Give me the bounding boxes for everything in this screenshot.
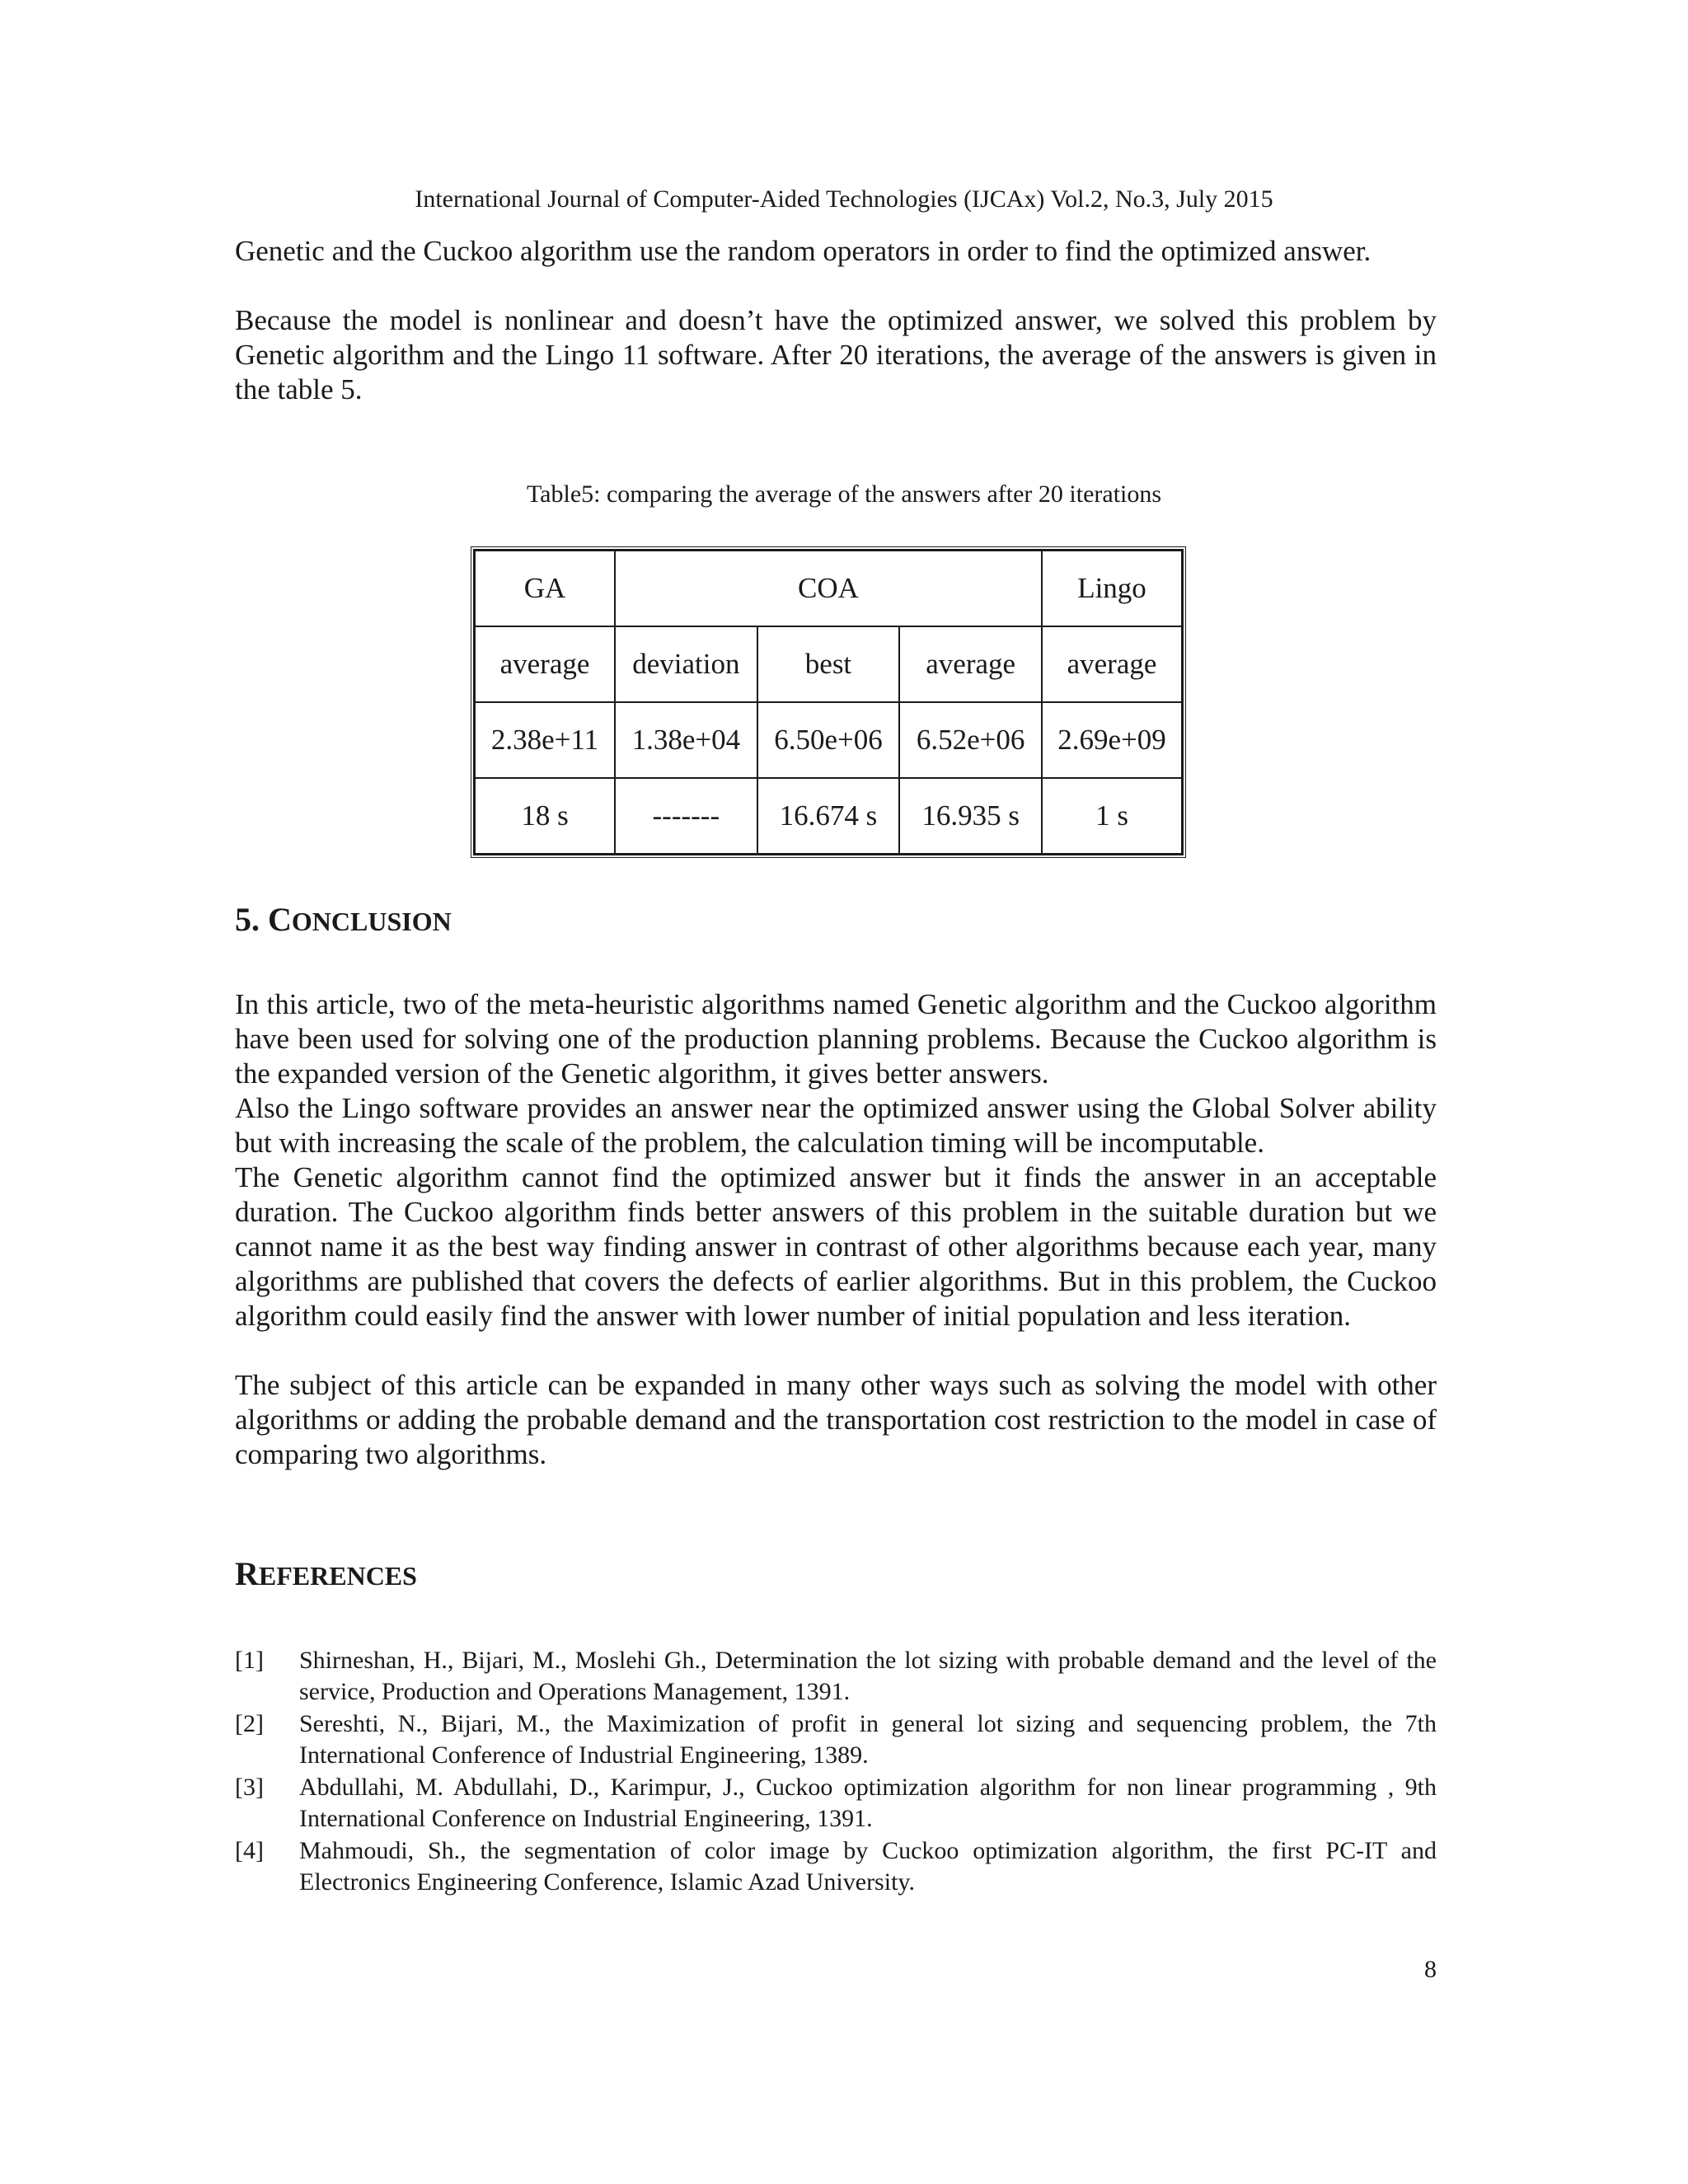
comparison-table: [471, 546, 1186, 858]
table-cell: average: [1042, 626, 1182, 702]
reference-item: [235, 1645, 1437, 1708]
heading-number: 5.: [235, 901, 260, 938]
reference-number: [2]: [235, 1710, 264, 1737]
table-cell: 6.50e+06: [757, 702, 900, 778]
table-row: [475, 551, 1182, 626]
body-paragraph: The Genetic algorithm cannot find the optimized answer but it finds the answer in an acceptable duration. The Cuckoo algorithm finds better answers of this problem in the suitable duration but we cannot name it as the best way finding answer in contrast of other algorithms because each year, many algorithms are published that covers the defects of earlier algorithms. But in this problem, the Cuckoo algorithm could easily find the answer with lower number of initial population and less iteration.: [235, 1161, 1437, 1332]
intro-paragraphs: [235, 234, 1437, 407]
reference-text: Mahmoudi, Sh., the segmentation of color image by Cuckoo optimization algorithm, the first PC-IT and Electronics Engineering Conference, Islamic Azad University.: [299, 1837, 1437, 1896]
body-paragraph: Also the Lingo software provides an answer near the optimized answer using the Global Solver ability but with increasing the scale of the problem, the calculation timing will be incomputable.: [235, 1092, 1437, 1159]
heading-rest: EFERENCES: [258, 1561, 417, 1591]
table-cell: 18 s: [475, 778, 615, 854]
table-cell: -------: [615, 778, 757, 854]
table-row: [475, 626, 1182, 702]
heading-initial: C: [268, 901, 292, 938]
table-cell: 2.38e+11: [475, 702, 615, 778]
table-cell: 6.52e+06: [899, 702, 1042, 778]
heading-rest: ONCLUSION: [291, 907, 452, 936]
reference-item: [235, 1835, 1437, 1898]
running-header: International Journal of Computer-Aided Technologies (IJCAx) Vol.2, No.3, July 2015: [415, 185, 1273, 213]
reference-text: Abdullahi, M. Abdullahi, D., Karimpur, J., Cuckoo optimization algorithm for non linear programming , 9th International Conference on Industrial Engineering, 1391.: [299, 1774, 1437, 1832]
body-paragraph: In this article, two of the meta-heuristic algorithms named Genetic algorithm and the Cuckoo algorithm have been used for solving one of the production planning problems. Because the Cuckoo algorithm is the expanded version of the Genetic algorithm, it gives better answers.: [235, 988, 1437, 1090]
page-number: 8: [1424, 1956, 1437, 1983]
table-cell: 1 s: [1042, 778, 1182, 854]
table-cell: 16.674 s: [757, 778, 900, 854]
references-heading: [235, 1554, 417, 1596]
reference-item: [235, 1708, 1437, 1771]
conclusion-body: [235, 987, 1437, 1472]
table-header-cell: Lingo: [1042, 551, 1182, 626]
reference-number: [1]: [235, 1647, 264, 1674]
body-paragraph: The subject of this article can be expanded in many other ways such as solving the model with other algorithms or adding the probable demand and the transportation cost restriction to the model in case of comparing two algorithms.: [235, 1369, 1437, 1470]
reference-item: [235, 1772, 1437, 1835]
table-row: [475, 778, 1182, 854]
body-paragraph: Because the model is nonlinear and doesn’t have the optimized answer, we solved this problem by Genetic algorithm and the Lingo 11 software. After 20 iterations, the average of the answers is given in the table 5.: [235, 304, 1437, 405]
reference-number: [4]: [235, 1837, 264, 1864]
table-row: [475, 702, 1182, 778]
table-header-cell: GA: [475, 551, 615, 626]
table-cell: best: [757, 626, 900, 702]
table-caption: Table5: comparing the average of the answers after 20 iterations: [526, 480, 1162, 508]
table-cell: 1.38e+04: [615, 702, 757, 778]
heading-initial: R: [235, 1555, 259, 1592]
reference-number: [3]: [235, 1774, 264, 1801]
conclusion-heading: [235, 900, 452, 941]
table-header-cell: COA: [615, 551, 1042, 626]
reference-text: Sereshti, N., Bijari, M., the Maximization of profit in general lot sizing and sequencing problem, the 7th International Conference of Industrial Engineering, 1389.: [299, 1710, 1437, 1769]
table-cell: average: [899, 626, 1042, 702]
table-cell: 2.69e+09: [1042, 702, 1182, 778]
reference-list: [235, 1645, 1437, 1899]
table-cell: 16.935 s: [899, 778, 1042, 854]
table-cell: average: [475, 626, 615, 702]
table-cell: deviation: [615, 626, 757, 702]
reference-text: Shirneshan, H., Bijari, M., Moslehi Gh., Determination the lot sizing with probable demand and the level of the service, Production and Operations Management, 1391.: [299, 1647, 1437, 1705]
body-paragraph: Genetic and the Cuckoo algorithm use the random operators in order to find the optimized answer.: [235, 235, 1372, 267]
